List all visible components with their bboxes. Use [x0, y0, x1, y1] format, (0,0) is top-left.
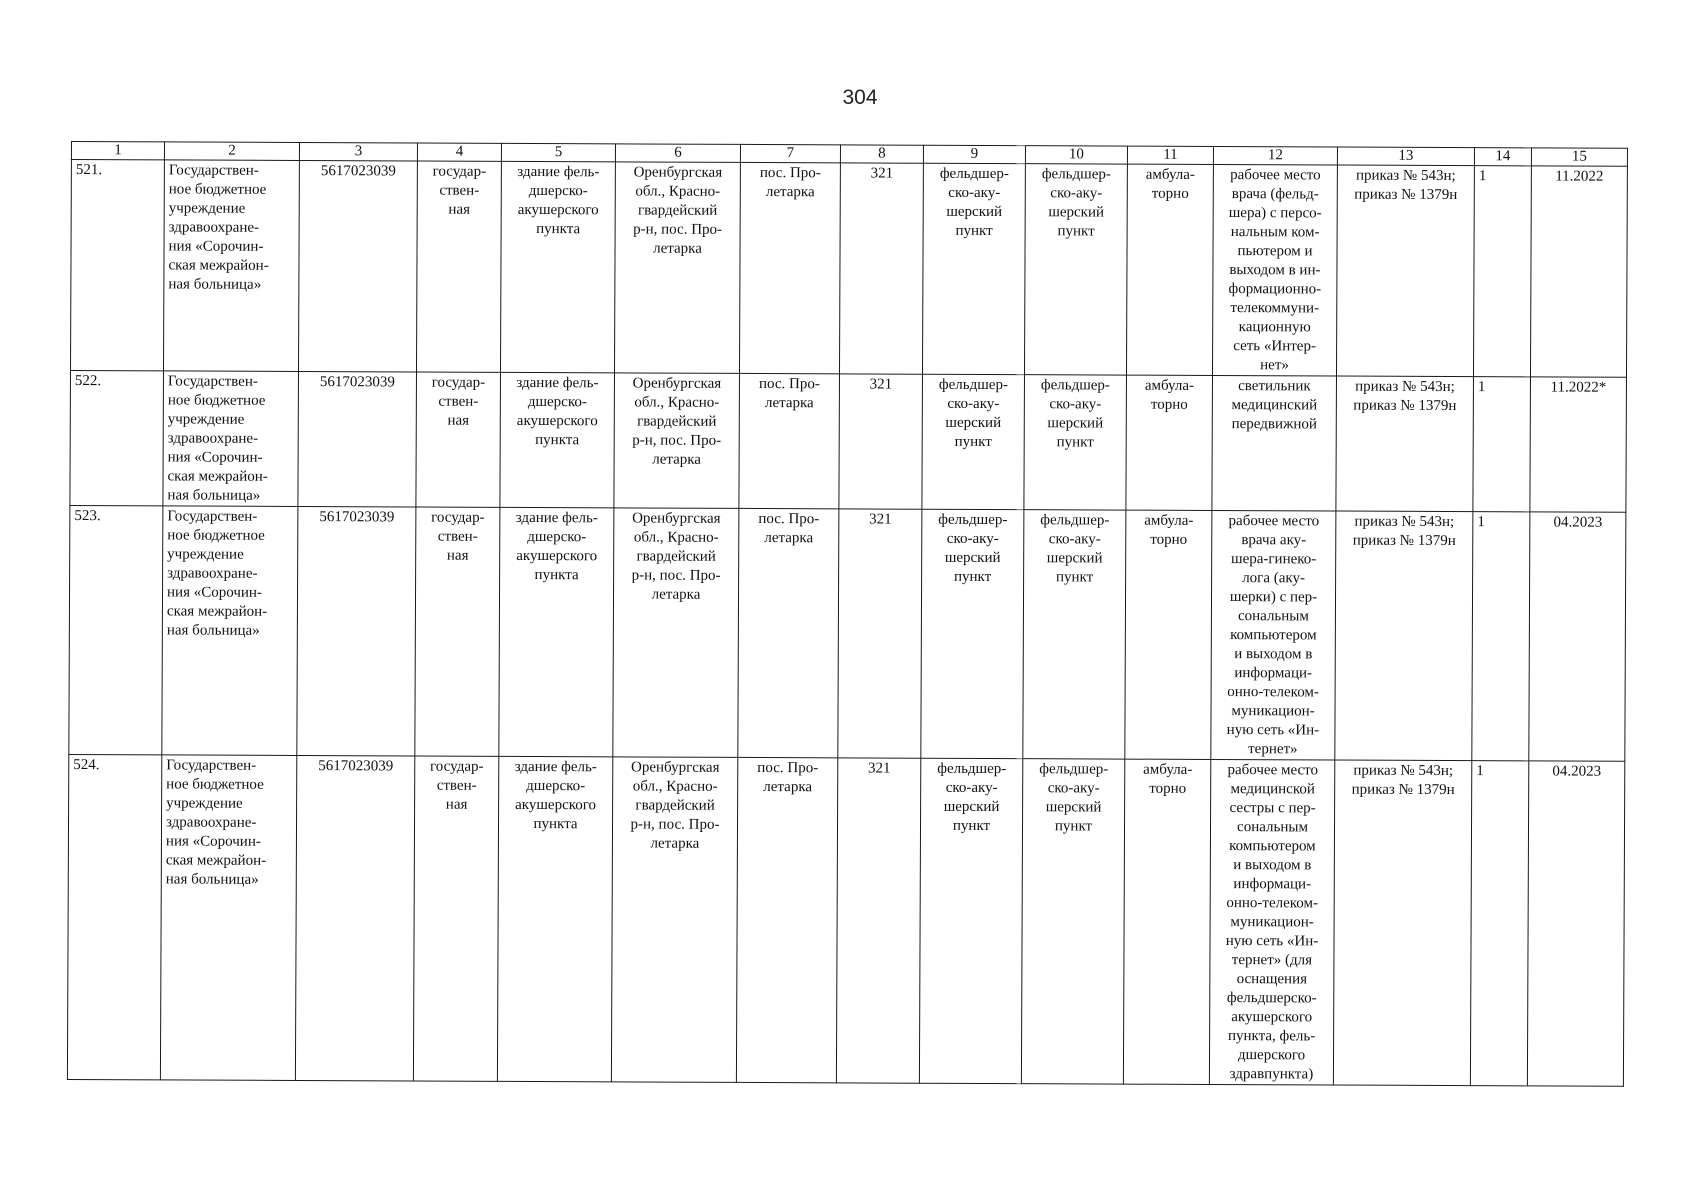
cell-ownership: государ- ствен- ная: [416, 161, 501, 372]
cell-building: здание фель- дшерско- акушерского пункта: [500, 372, 615, 507]
cell-address: Оренбургская обл., Красно- гвардейский р-н, пос. Про- летарка: [611, 757, 737, 1083]
cell-equipment: рабочее место врача (фельд- шера) с персо- нальным ком- пьютером и выходом в ин- формационно- телекоммуни- кационную сеть «Интер- нет»: [1212, 164, 1337, 376]
cell-locality: пос. Про- летарка: [736, 757, 837, 1082]
cell-building: здание фель- дшерско- акушерского пункта: [497, 756, 612, 1081]
cell-code: 321: [839, 374, 923, 509]
cell-address: Оренбургская обл., Красно- гвардейский р-н, пос. Про- летарка: [614, 373, 740, 509]
cell-building: здание фель- дшерско- акушерского пункта: [500, 161, 615, 372]
header-col-2: 2: [164, 142, 299, 161]
cell-address: Оренбургская обл., Красно- гвардейский р-н, пос. Про- летарка: [614, 162, 740, 374]
cell-quantity: 1: [1473, 166, 1531, 377]
cell-order: приказ № 543н; приказ № 1379н: [1336, 376, 1474, 512]
cell-date: 04.2023: [1529, 512, 1626, 761]
cell-inn: 5617023039: [298, 160, 417, 372]
page-number: 304: [842, 86, 878, 109]
table-row: [70, 160, 1627, 378]
cell-facility-subtype: фельдшер- ско-аку- шерский пункт: [1024, 375, 1127, 510]
cell-ownership: государ- ствен- ная: [413, 756, 498, 1081]
cell-locality: пос. Про- летарка: [738, 508, 839, 757]
cell-row-number: 523.: [69, 505, 163, 754]
header-col-11: 11: [1127, 146, 1213, 164]
cell-date: 04.2023: [1527, 761, 1624, 1086]
cell-facility-type: фельдшер- ско-аку- шерский пункт: [922, 374, 1025, 509]
cell-organization: Государствен- ное бюджетное учреждение здравоохране- ния «Сорочин- ская межрайон- ная больница»: [162, 506, 298, 756]
cell-quantity: 1: [1473, 377, 1531, 512]
cell-order: приказ № 543н; приказ № 1379н: [1333, 760, 1471, 1086]
cell-address: Оренбургская обл., Красно- гвардейский р-н, пос. Про- летарка: [613, 508, 739, 758]
header-col-7: 7: [740, 144, 840, 162]
cell-care-mode: амбула- торно: [1126, 375, 1213, 510]
cell-equipment: светильник медицинский передвижной: [1212, 375, 1337, 511]
cell-facility-type: фельдшер- ско-аку- шерский пункт: [919, 758, 1022, 1083]
cell-row-number: 524.: [67, 754, 161, 1079]
cell-care-mode: амбула- торно: [1126, 164, 1213, 375]
cell-organization: Государствен- ное бюджетное учреждение здравоохране- ния «Сорочин- ская межрайон- ная больница»: [163, 371, 299, 507]
cell-code: 321: [838, 509, 922, 758]
cell-inn: 5617023039: [298, 371, 417, 507]
cell-care-mode: амбула- торно: [1125, 510, 1212, 759]
header-col-6: 6: [615, 144, 740, 163]
cell-facility-type: фельдшер- ско-аку- шерский пункт: [921, 509, 1024, 758]
cell-code: 321: [839, 163, 923, 374]
header-col-12: 12: [1213, 146, 1337, 165]
cell-ownership: государ- ствен- ная: [415, 507, 500, 756]
cell-locality: пос. Про- летарка: [739, 162, 840, 373]
cell-row-number: 521.: [70, 160, 164, 371]
header-col-5: 5: [501, 143, 615, 161]
cell-organization: Государствен- ное бюджетное учреждение здравоохране- ния «Сорочин- ская межрайон- ная больница»: [160, 755, 296, 1081]
header-col-14: 14: [1474, 148, 1531, 166]
cell-equipment: рабочее место медицинской сестры с пер- сональным компьютером и выходом в информаци- онно-телеком- муникацион- ную сеть «Ин- тернет» (для оснащения фельдшерско- акушерского пункта, фель- дшерского здравпункта): [1209, 759, 1334, 1085]
cell-row-number: 522.: [70, 371, 164, 506]
cell-date: 11.2022*: [1530, 377, 1627, 512]
cell-date: 11.2022: [1530, 166, 1627, 377]
header-col-8: 8: [840, 145, 923, 163]
cell-inn: 5617023039: [295, 755, 414, 1081]
cell-order: приказ № 543н; приказ № 1379н: [1336, 165, 1474, 377]
header-col-10: 10: [1025, 146, 1127, 164]
cell-facility-subtype: фельдшер- ско-аку- шерский пункт: [1021, 759, 1124, 1084]
cell-organization: Государствен- ное бюджетное учреждение здравоохране- ния «Сорочин- ская межрайон- ная больница»: [163, 160, 299, 372]
header-col-4: 4: [417, 143, 501, 161]
cell-facility-type: фельдшер- ско-аку- шерский пункт: [922, 163, 1025, 374]
header-col-9: 9: [923, 145, 1025, 163]
cell-code: 321: [836, 758, 920, 1083]
cell-ownership: государ- ствен- ная: [416, 372, 501, 507]
header-col-3: 3: [299, 142, 417, 161]
cell-building: здание фель- дшерско- акушерского пункта: [499, 507, 614, 756]
cell-quantity: 1: [1470, 761, 1528, 1086]
table-row: [67, 754, 1624, 1086]
cell-order: приказ № 543н; приказ № 1379н: [1335, 511, 1473, 761]
cell-equipment: рабочее место врача аку- шера-гинеко- лога (аку- шерки) с пер- сональным компьютером и выходом в информаци- онно-телеком- муникацион- ную сеть «Ин- тернет»: [1211, 510, 1336, 760]
table-row: [70, 371, 1627, 513]
cell-facility-subtype: фельдшер- ско-аку- шерский пункт: [1024, 164, 1127, 375]
header-col-1: 1: [71, 142, 164, 160]
registry-table: [67, 141, 1628, 1087]
cell-locality: пос. Про- летарка: [739, 373, 840, 508]
cell-care-mode: амбула- торно: [1123, 759, 1210, 1084]
table-row: [69, 505, 1626, 761]
cell-quantity: 1: [1472, 512, 1530, 761]
cell-inn: 5617023039: [297, 506, 416, 756]
header-col-13: 13: [1337, 147, 1474, 166]
header-col-15: 15: [1531, 148, 1627, 166]
cell-facility-subtype: фельдшер- ско-аку- шерский пункт: [1023, 510, 1126, 759]
